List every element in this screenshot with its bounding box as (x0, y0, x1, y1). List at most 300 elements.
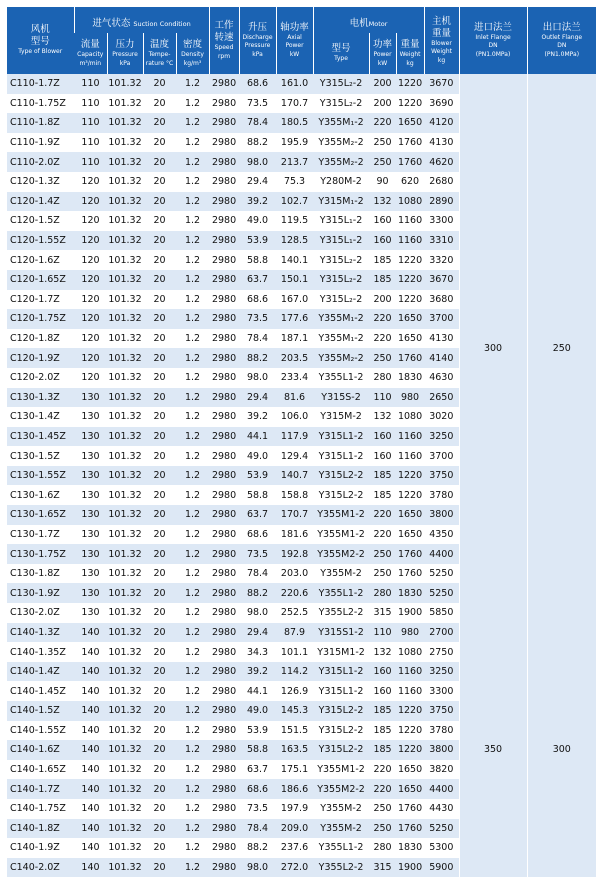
cell-motor-weight: 980 (396, 623, 424, 643)
cell-blower-weight: 2650 (424, 388, 459, 408)
cell-discharge-pressure: 53.9 (239, 466, 276, 486)
cell-model: C130-1.7Z (7, 525, 74, 545)
cell-axial-power: 151.5 (276, 721, 313, 741)
cell-blower-weight: 3310 (424, 231, 459, 251)
cell-discharge-pressure: 63.7 (239, 270, 276, 290)
cell-blower-weight: 3670 (424, 74, 459, 94)
cell-motor-weight: 1080 (396, 407, 424, 427)
cell-discharge-pressure: 73.5 (239, 94, 276, 114)
cell-discharge-pressure: 73.5 (239, 544, 276, 564)
cell-motor-type: Y355M1-2 (313, 525, 369, 545)
cell-axial-power: 101.1 (276, 642, 313, 662)
cell-pressure: 101.32 (107, 231, 143, 251)
cell-motor-power: 250 (369, 544, 396, 564)
cell-speed: 2980 (209, 799, 239, 819)
cell-discharge-pressure: 98.0 (239, 858, 276, 877)
header-blower-weight: 主机 重量 Blower Weight kg (424, 7, 459, 74)
cell-pressure: 101.32 (107, 623, 143, 643)
cell-motor-type: Y355M-2 (313, 819, 369, 839)
cell-density: 1.2 (176, 427, 209, 447)
cell-motor-weight: 1220 (396, 94, 424, 114)
cell-speed: 2980 (209, 329, 239, 349)
cell-temperature: 20 (143, 779, 176, 799)
header-discharge-pressure: 升压 Discharge Pressure kPa (239, 7, 276, 74)
cell-capacity: 140 (74, 642, 107, 662)
cell-motor-weight: 1160 (396, 211, 424, 231)
cell-motor-type: Y355M₂-2 (313, 133, 369, 153)
cell-blower-weight: 3300 (424, 211, 459, 231)
spec-table (7, 7, 596, 877)
cell-blower-weight: 4400 (424, 779, 459, 799)
cell-density: 1.2 (176, 348, 209, 368)
cell-temperature: 20 (143, 623, 176, 643)
cell-model: C140-1.65Z (7, 760, 74, 780)
cell-model: C140-1.8Z (7, 819, 74, 839)
cell-capacity: 140 (74, 819, 107, 839)
cell-model: C130-2.0Z (7, 603, 74, 623)
cell-capacity: 130 (74, 564, 107, 584)
cell-pressure: 101.32 (107, 250, 143, 270)
cell-temperature: 20 (143, 642, 176, 662)
cell-speed: 2980 (209, 740, 239, 760)
cell-density: 1.2 (176, 250, 209, 270)
cell-speed: 2980 (209, 113, 239, 133)
cell-blower-weight: 4140 (424, 348, 459, 368)
cell-motor-weight: 1650 (396, 329, 424, 349)
cell-axial-power: 145.3 (276, 701, 313, 721)
cell-motor-power: 160 (369, 231, 396, 251)
cell-motor-weight: 1220 (396, 701, 424, 721)
cell-pressure: 101.32 (107, 290, 143, 310)
cell-temperature: 20 (143, 466, 176, 486)
cell-discharge-pressure: 88.2 (239, 583, 276, 603)
cell-motor-type: Y315L₂-2 (313, 290, 369, 310)
cell-blower-weight: 5250 (424, 583, 459, 603)
cell-pressure: 101.32 (107, 525, 143, 545)
cell-speed: 2980 (209, 231, 239, 251)
cell-temperature: 20 (143, 603, 176, 623)
cell-pressure: 101.32 (107, 133, 143, 153)
cell-capacity: 130 (74, 603, 107, 623)
cell-pressure: 101.32 (107, 427, 143, 447)
cell-blower-weight: 5300 (424, 838, 459, 858)
cell-density: 1.2 (176, 368, 209, 388)
cell-pressure: 101.32 (107, 642, 143, 662)
cell-model: C120-1.65Z (7, 270, 74, 290)
cell-density: 1.2 (176, 466, 209, 486)
cell-speed: 2980 (209, 211, 239, 231)
cell-motor-type: Y355M-2 (313, 564, 369, 584)
cell-model: C130-1.8Z (7, 564, 74, 584)
cell-motor-power: 315 (369, 603, 396, 623)
cell-discharge-pressure: 58.8 (239, 250, 276, 270)
cell-density: 1.2 (176, 446, 209, 466)
cell-temperature: 20 (143, 760, 176, 780)
cell-density: 1.2 (176, 642, 209, 662)
cell-pressure: 101.32 (107, 446, 143, 466)
cell-motor-weight: 1220 (396, 485, 424, 505)
cell-blower-weight: 3820 (424, 760, 459, 780)
cell-model: C130-1.65Z (7, 505, 74, 525)
cell-temperature: 20 (143, 250, 176, 270)
cell-pressure: 101.32 (107, 192, 143, 212)
cell-temperature: 20 (143, 819, 176, 839)
cell-capacity: 120 (74, 250, 107, 270)
cell-model: C120-1.75Z (7, 309, 74, 329)
cell-temperature: 20 (143, 113, 176, 133)
cell-density: 1.2 (176, 309, 209, 329)
cell-density: 1.2 (176, 231, 209, 251)
cell-motor-type: Y315L2-2 (313, 740, 369, 760)
cell-discharge-pressure: 73.5 (239, 309, 276, 329)
cell-speed: 2980 (209, 662, 239, 682)
cell-axial-power: 180.5 (276, 113, 313, 133)
header-motor-type: 型号 Type (313, 33, 369, 74)
cell-density: 1.2 (176, 152, 209, 172)
cell-capacity: 130 (74, 505, 107, 525)
cell-speed: 2980 (209, 505, 239, 525)
cell-model: C130-1.9Z (7, 583, 74, 603)
cell-density: 1.2 (176, 760, 209, 780)
cell-motor-power: 220 (369, 113, 396, 133)
table-row (7, 74, 596, 94)
cell-discharge-pressure: 29.4 (239, 623, 276, 643)
cell-temperature: 20 (143, 290, 176, 310)
cell-motor-type: Y355M2-2 (313, 779, 369, 799)
cell-capacity: 120 (74, 309, 107, 329)
cell-axial-power: 129.4 (276, 446, 313, 466)
cell-discharge-pressure: 88.2 (239, 348, 276, 368)
cell-blower-weight: 5250 (424, 564, 459, 584)
cell-motor-power: 132 (369, 192, 396, 212)
cell-blower-weight: 3780 (424, 721, 459, 741)
cell-blower-weight: 4130 (424, 329, 459, 349)
cell-temperature: 20 (143, 838, 176, 858)
cell-capacity: 140 (74, 799, 107, 819)
cell-density: 1.2 (176, 172, 209, 192)
cell-motor-power: 280 (369, 838, 396, 858)
cell-blower-weight: 5250 (424, 819, 459, 839)
cell-temperature: 20 (143, 525, 176, 545)
cell-motor-type: Y315M-2 (313, 407, 369, 427)
cell-motor-type: Y315L₁-2 (313, 211, 369, 231)
cell-motor-power: 220 (369, 505, 396, 525)
cell-temperature: 20 (143, 583, 176, 603)
cell-pressure: 101.32 (107, 544, 143, 564)
cell-blower-weight: 2680 (424, 172, 459, 192)
cell-capacity: 120 (74, 348, 107, 368)
cell-axial-power: 167.0 (276, 290, 313, 310)
cell-speed: 2980 (209, 172, 239, 192)
cell-motor-type: Y315L1-2 (313, 681, 369, 701)
cell-axial-power: 203.0 (276, 564, 313, 584)
cell-motor-power: 185 (369, 721, 396, 741)
cell-discharge-pressure: 73.5 (239, 799, 276, 819)
cell-blower-weight: 3670 (424, 270, 459, 290)
cell-model: C120-1.3Z (7, 172, 74, 192)
header-row-1 (7, 7, 596, 33)
cell-motor-type: Y315S-2 (313, 388, 369, 408)
cell-speed: 2980 (209, 407, 239, 427)
cell-motor-power: 220 (369, 760, 396, 780)
cell-density: 1.2 (176, 505, 209, 525)
cell-motor-power: 160 (369, 662, 396, 682)
cell-discharge-pressure: 29.4 (239, 172, 276, 192)
cell-axial-power: 163.5 (276, 740, 313, 760)
cell-pressure: 101.32 (107, 348, 143, 368)
cell-axial-power: 106.0 (276, 407, 313, 427)
cell-motor-power: 132 (369, 407, 396, 427)
cell-density: 1.2 (176, 74, 209, 94)
cell-motor-power: 160 (369, 681, 396, 701)
header-inlet-flange: 进口法兰 Inlet Flange DN (PN1.0MPa) (459, 7, 527, 74)
cell-model: C140-1.3Z (7, 623, 74, 643)
cell-density: 1.2 (176, 544, 209, 564)
header-density: 密度 Density kg/m³ (176, 33, 209, 74)
cell-motor-weight: 1650 (396, 505, 424, 525)
cell-blower-weight: 4630 (424, 368, 459, 388)
cell-discharge-pressure: 78.4 (239, 113, 276, 133)
cell-inlet-flange: 300 (459, 74, 527, 623)
cell-motor-weight: 1160 (396, 427, 424, 447)
cell-model: C120-1.4Z (7, 192, 74, 212)
cell-axial-power: 126.9 (276, 681, 313, 701)
cell-motor-power: 250 (369, 564, 396, 584)
cell-discharge-pressure: 78.4 (239, 329, 276, 349)
cell-motor-power: 280 (369, 583, 396, 603)
cell-blower-weight: 4350 (424, 525, 459, 545)
cell-model: C120-1.6Z (7, 250, 74, 270)
cell-discharge-pressure: 49.0 (239, 701, 276, 721)
cell-motor-weight: 1760 (396, 348, 424, 368)
cell-motor-type: Y355M-2 (313, 799, 369, 819)
cell-speed: 2980 (209, 270, 239, 290)
cell-model: C140-1.55Z (7, 721, 74, 741)
cell-pressure: 101.32 (107, 466, 143, 486)
cell-motor-type: Y315L1-2 (313, 446, 369, 466)
cell-temperature: 20 (143, 133, 176, 153)
cell-speed: 2980 (209, 642, 239, 662)
cell-capacity: 120 (74, 231, 107, 251)
cell-motor-weight: 1650 (396, 779, 424, 799)
cell-motor-power: 220 (369, 329, 396, 349)
cell-motor-type: Y355M₂-2 (313, 152, 369, 172)
cell-model: C120-1.55Z (7, 231, 74, 251)
cell-axial-power: 102.7 (276, 192, 313, 212)
cell-motor-type: Y355L2-2 (313, 858, 369, 877)
cell-motor-power: 220 (369, 525, 396, 545)
cell-pressure: 101.32 (107, 485, 143, 505)
cell-axial-power: 150.1 (276, 270, 313, 290)
cell-motor-power: 200 (369, 290, 396, 310)
cell-density: 1.2 (176, 290, 209, 310)
cell-temperature: 20 (143, 681, 176, 701)
cell-speed: 2980 (209, 819, 239, 839)
cell-motor-power: 250 (369, 819, 396, 839)
cell-model: C140-1.35Z (7, 642, 74, 662)
cell-motor-type: Y315L₂-2 (313, 250, 369, 270)
cell-density: 1.2 (176, 407, 209, 427)
cell-density: 1.2 (176, 779, 209, 799)
cell-blower-weight: 2750 (424, 642, 459, 662)
cell-model: C110-2.0Z (7, 152, 74, 172)
cell-pressure: 101.32 (107, 564, 143, 584)
cell-capacity: 130 (74, 583, 107, 603)
cell-blower-weight: 5900 (424, 858, 459, 877)
cell-motor-power: 250 (369, 348, 396, 368)
cell-blower-weight: 3800 (424, 505, 459, 525)
cell-blower-weight: 3690 (424, 94, 459, 114)
cell-motor-power: 250 (369, 152, 396, 172)
cell-density: 1.2 (176, 740, 209, 760)
cell-capacity: 140 (74, 662, 107, 682)
cell-inlet-flange: 350 (459, 623, 527, 877)
cell-discharge-pressure: 98.0 (239, 368, 276, 388)
cell-capacity: 140 (74, 858, 107, 877)
cell-model: C140-1.4Z (7, 662, 74, 682)
cell-motor-type: Y280M-2 (313, 172, 369, 192)
cell-capacity: 110 (74, 94, 107, 114)
cell-motor-type: Y355L2-2 (313, 603, 369, 623)
cell-discharge-pressure: 88.2 (239, 133, 276, 153)
cell-motor-weight: 1650 (396, 525, 424, 545)
cell-density: 1.2 (176, 583, 209, 603)
cell-motor-weight: 1220 (396, 250, 424, 270)
cell-axial-power: 170.7 (276, 505, 313, 525)
cell-outlet-flange: 250 (527, 74, 596, 623)
cell-discharge-pressure: 53.9 (239, 721, 276, 741)
cell-motor-power: 132 (369, 642, 396, 662)
cell-temperature: 20 (143, 348, 176, 368)
cell-capacity: 140 (74, 701, 107, 721)
cell-axial-power: 128.5 (276, 231, 313, 251)
cell-pressure: 101.32 (107, 779, 143, 799)
cell-discharge-pressure: 98.0 (239, 603, 276, 623)
cell-pressure: 101.32 (107, 838, 143, 858)
cell-blower-weight: 4400 (424, 544, 459, 564)
cell-motor-type: Y315L1-2 (313, 427, 369, 447)
cell-density: 1.2 (176, 270, 209, 290)
cell-model: C110-1.8Z (7, 113, 74, 133)
cell-motor-type: Y355M₁-2 (313, 309, 369, 329)
cell-blower-weight: 3300 (424, 681, 459, 701)
cell-axial-power: 140.7 (276, 466, 313, 486)
cell-speed: 2980 (209, 485, 239, 505)
cell-pressure: 101.32 (107, 172, 143, 192)
cell-temperature: 20 (143, 74, 176, 94)
cell-pressure: 101.32 (107, 407, 143, 427)
cell-axial-power: 192.8 (276, 544, 313, 564)
cell-model: C120-1.9Z (7, 348, 74, 368)
cell-axial-power: 158.8 (276, 485, 313, 505)
cell-capacity: 130 (74, 388, 107, 408)
cell-speed: 2980 (209, 701, 239, 721)
cell-temperature: 20 (143, 368, 176, 388)
cell-speed: 2980 (209, 250, 239, 270)
header-motor-weight: 重量 Weight kg (396, 33, 424, 74)
cell-model: C140-1.6Z (7, 740, 74, 760)
cell-pressure: 101.32 (107, 152, 143, 172)
cell-model: C130-1.45Z (7, 427, 74, 447)
cell-pressure: 101.32 (107, 113, 143, 133)
cell-speed: 2980 (209, 583, 239, 603)
cell-density: 1.2 (176, 388, 209, 408)
header-type: 风机 型号 Type of Blower (7, 7, 74, 74)
cell-discharge-pressure: 44.1 (239, 427, 276, 447)
cell-capacity: 130 (74, 427, 107, 447)
cell-motor-weight: 980 (396, 388, 424, 408)
cell-model: C140-1.7Z (7, 779, 74, 799)
cell-discharge-pressure: 78.4 (239, 819, 276, 839)
cell-motor-weight: 1900 (396, 858, 424, 877)
cell-discharge-pressure: 49.0 (239, 446, 276, 466)
cell-discharge-pressure: 49.0 (239, 211, 276, 231)
cell-temperature: 20 (143, 427, 176, 447)
cell-model: C140-1.9Z (7, 838, 74, 858)
cell-capacity: 140 (74, 838, 107, 858)
cell-axial-power: 233.4 (276, 368, 313, 388)
cell-speed: 2980 (209, 446, 239, 466)
cell-motor-power: 110 (369, 623, 396, 643)
cell-axial-power: 114.2 (276, 662, 313, 682)
cell-speed: 2980 (209, 152, 239, 172)
cell-pressure: 101.32 (107, 94, 143, 114)
cell-motor-weight: 1220 (396, 740, 424, 760)
cell-discharge-pressure: 63.7 (239, 760, 276, 780)
cell-motor-weight: 1900 (396, 603, 424, 623)
cell-capacity: 120 (74, 172, 107, 192)
cell-motor-power: 200 (369, 74, 396, 94)
cell-motor-type: Y355M1-2 (313, 760, 369, 780)
cell-discharge-pressure: 68.6 (239, 525, 276, 545)
cell-axial-power: 181.6 (276, 525, 313, 545)
cell-model: C110-1.7Z (7, 74, 74, 94)
cell-discharge-pressure: 44.1 (239, 681, 276, 701)
cell-pressure: 101.32 (107, 388, 143, 408)
cell-motor-type: Y315L₂-2 (313, 94, 369, 114)
cell-blower-weight: 3800 (424, 740, 459, 760)
cell-capacity: 140 (74, 779, 107, 799)
cell-motor-weight: 1760 (396, 133, 424, 153)
cell-outlet-flange: 300 (527, 623, 596, 877)
cell-capacity: 130 (74, 407, 107, 427)
cell-discharge-pressure: 68.6 (239, 290, 276, 310)
cell-capacity: 130 (74, 525, 107, 545)
cell-capacity: 130 (74, 446, 107, 466)
cell-capacity: 140 (74, 721, 107, 741)
cell-speed: 2980 (209, 290, 239, 310)
cell-axial-power: 81.6 (276, 388, 313, 408)
cell-axial-power: 186.6 (276, 779, 313, 799)
cell-motor-power: 250 (369, 133, 396, 153)
cell-blower-weight: 3780 (424, 485, 459, 505)
cell-capacity: 140 (74, 740, 107, 760)
header-axial-power: 轴功率 Axial Power kW (276, 7, 313, 74)
cell-model: C140-1.5Z (7, 701, 74, 721)
cell-axial-power: 213.7 (276, 152, 313, 172)
cell-motor-type: Y315L1-2 (313, 662, 369, 682)
cell-motor-type: Y315L2-2 (313, 466, 369, 486)
cell-motor-type: Y355L1-2 (313, 583, 369, 603)
cell-speed: 2980 (209, 309, 239, 329)
cell-motor-weight: 1080 (396, 192, 424, 212)
header-motor: 电机Motor (313, 7, 424, 33)
cell-motor-weight: 1220 (396, 466, 424, 486)
cell-discharge-pressure: 78.4 (239, 564, 276, 584)
cell-model: C110-1.75Z (7, 94, 74, 114)
cell-model: C120-1.8Z (7, 329, 74, 349)
cell-motor-power: 160 (369, 446, 396, 466)
